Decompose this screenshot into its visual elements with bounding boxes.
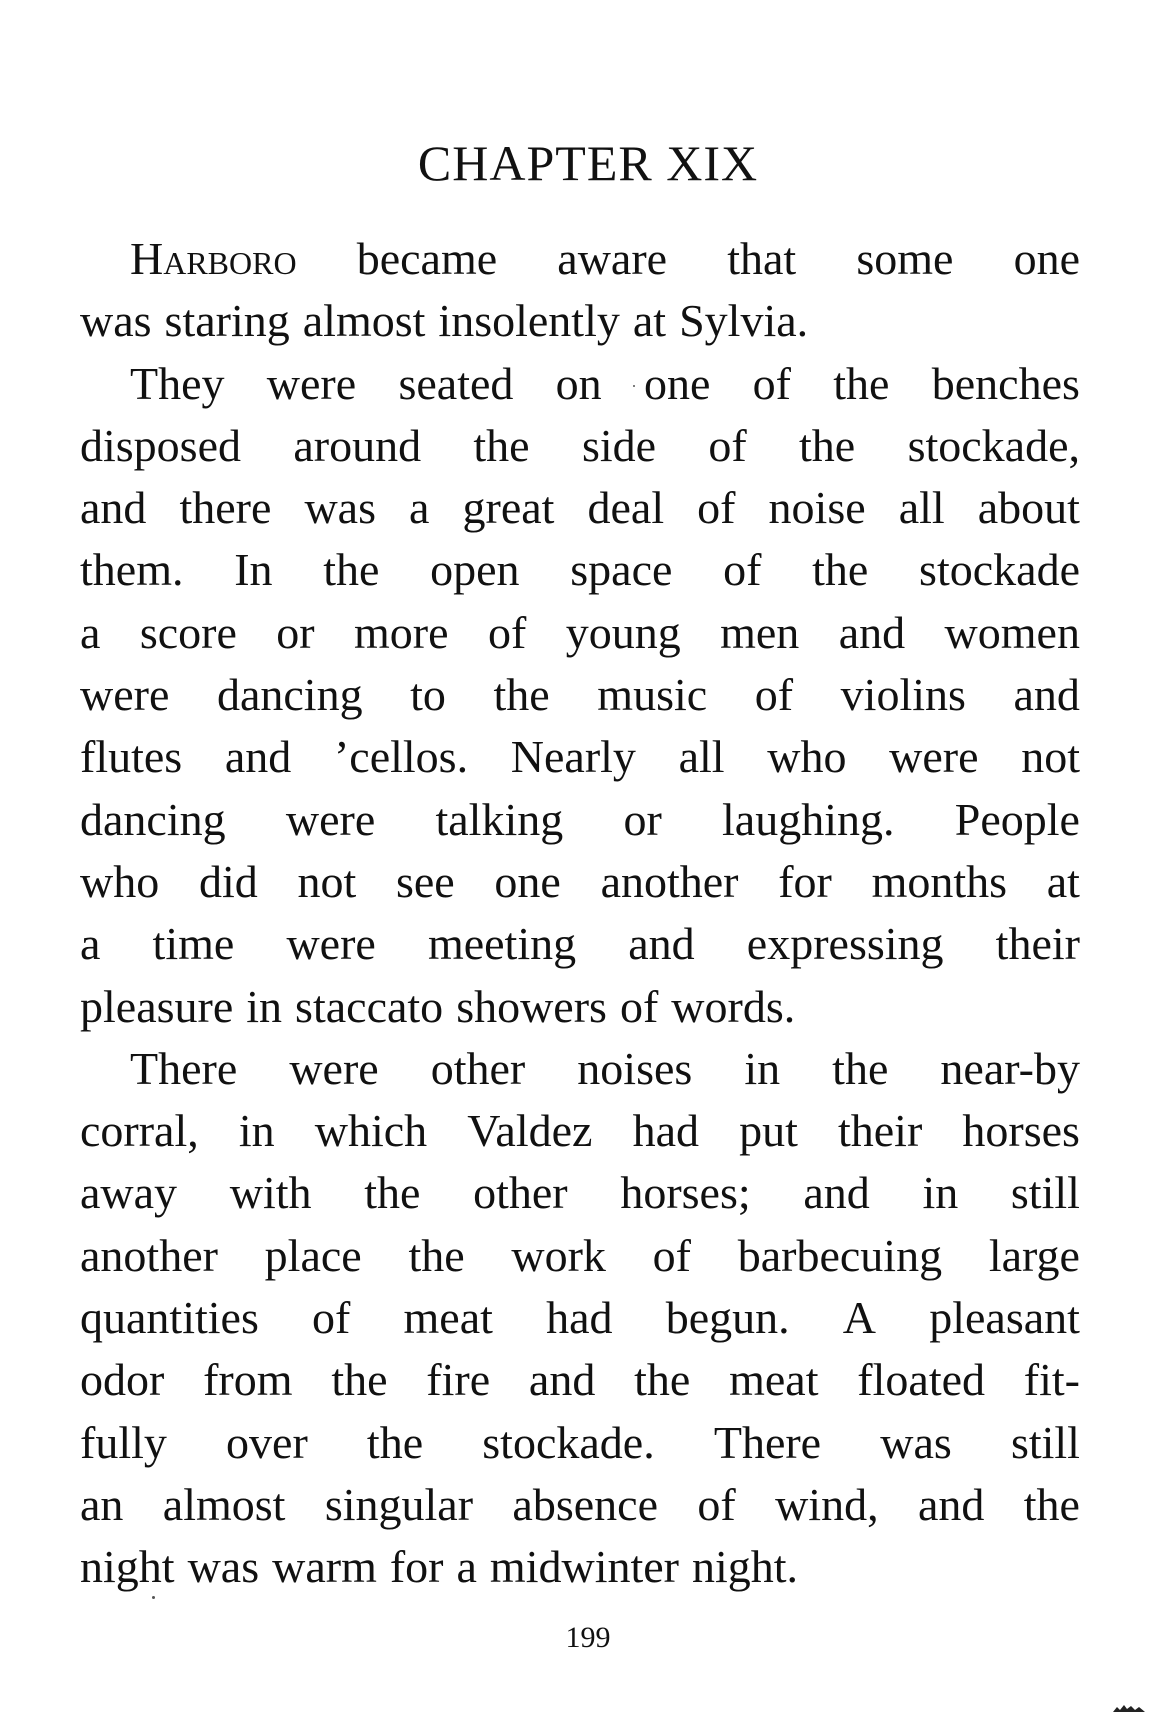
text-line: [80, 664, 1080, 726]
text-line: [80, 1287, 1080, 1349]
word: of: [652, 1229, 691, 1281]
text-line: [80, 1162, 1080, 1224]
word: all: [678, 731, 725, 783]
word: stockade,: [907, 419, 1080, 471]
word: one: [643, 357, 711, 409]
word: wind,: [775, 1478, 879, 1530]
word: and: [1013, 669, 1080, 721]
word: and: [224, 731, 292, 783]
word: staccato: [295, 980, 444, 1032]
text-line: [80, 1038, 1080, 1100]
word: of: [487, 606, 527, 658]
word: the: [799, 419, 856, 471]
word: or: [276, 606, 315, 658]
text-line: [80, 976, 1080, 1038]
word: There: [130, 1042, 238, 1094]
word: one: [1013, 233, 1080, 284]
word: meat: [729, 1354, 819, 1406]
word: dancing: [80, 793, 226, 845]
word: to: [410, 669, 446, 721]
word: who: [767, 731, 847, 783]
text-line: [80, 539, 1080, 601]
word: another: [80, 1229, 218, 1281]
word: insolently: [438, 295, 620, 347]
word: the: [473, 419, 530, 471]
word: women: [944, 606, 1080, 658]
text-line: [80, 353, 1080, 415]
word: of: [619, 980, 659, 1032]
word: put: [739, 1105, 798, 1157]
chapter-body: [80, 228, 1080, 1599]
word: and: [628, 918, 695, 970]
paper-speck: [152, 1596, 155, 1599]
word: who: [80, 855, 160, 907]
word: the: [364, 1167, 421, 1219]
word: some: [856, 233, 954, 284]
word: work: [511, 1229, 606, 1281]
word: They: [130, 357, 225, 409]
word: fit-: [1023, 1354, 1080, 1406]
word: Nearly: [510, 731, 636, 783]
word: of: [708, 419, 747, 471]
word: place: [264, 1229, 362, 1281]
word: was: [880, 1416, 952, 1468]
text-line: [80, 1349, 1080, 1411]
paragraph: [80, 1038, 1080, 1599]
word: horses: [962, 1105, 1080, 1157]
text-line: [80, 1536, 1080, 1598]
word: A: [842, 1292, 877, 1344]
word: on: [555, 357, 602, 409]
word: absence: [512, 1478, 658, 1530]
word: that: [727, 233, 797, 284]
paragraph: [80, 228, 1080, 353]
word: of: [752, 357, 791, 409]
word: meat: [403, 1292, 493, 1344]
word: more: [354, 606, 449, 658]
word: almost: [162, 1478, 286, 1530]
word: was: [187, 1541, 260, 1593]
word: about: [977, 482, 1080, 534]
word: were: [286, 918, 376, 970]
word: of: [697, 482, 736, 534]
word: of: [723, 544, 762, 596]
word: with: [229, 1167, 312, 1219]
word: over: [226, 1416, 308, 1468]
text-line: [80, 602, 1080, 664]
word: Valdez: [467, 1105, 593, 1157]
word: at: [1046, 855, 1080, 907]
word: and: [803, 1167, 870, 1219]
word: had: [546, 1292, 613, 1344]
word: which: [314, 1105, 428, 1157]
word: of: [697, 1478, 736, 1530]
word: in: [922, 1167, 959, 1219]
word: odor: [80, 1354, 165, 1406]
word: for: [389, 1541, 444, 1593]
word: words.: [671, 980, 796, 1032]
word: at: [632, 295, 667, 347]
word: still: [1010, 1167, 1080, 1219]
ink-smudge-icon: [1112, 1703, 1146, 1713]
word: singular: [324, 1478, 474, 1530]
word: were: [80, 669, 170, 721]
word: another: [600, 855, 739, 907]
word: the: [331, 1354, 388, 1406]
word: noises: [577, 1042, 693, 1094]
word: There: [713, 1416, 822, 1468]
word: horses;: [620, 1167, 751, 1219]
word: other: [430, 1042, 526, 1094]
text-line: [80, 726, 1080, 788]
word: from: [203, 1354, 293, 1406]
word: space: [570, 544, 673, 596]
word: begun.: [665, 1292, 790, 1344]
word: the: [1023, 1478, 1080, 1530]
word: were: [285, 793, 376, 845]
word: dancing: [216, 669, 363, 721]
word: a: [80, 918, 101, 970]
word: away: [80, 1167, 178, 1219]
word: them.: [80, 544, 184, 596]
word: and: [917, 1478, 985, 1530]
word: their: [837, 1105, 923, 1157]
word: for: [778, 855, 832, 907]
word: and: [80, 482, 147, 534]
word: other: [473, 1167, 568, 1219]
text-line: [80, 913, 1080, 975]
word: not: [1021, 731, 1080, 783]
word: the: [833, 357, 890, 409]
text-line: [80, 290, 1080, 352]
text-line: [80, 1474, 1080, 1536]
word: and: [528, 1354, 596, 1406]
paragraph: [80, 353, 1080, 1038]
word: the: [366, 1416, 424, 1468]
word: pleasant: [929, 1292, 1080, 1344]
word: time: [152, 918, 235, 970]
word: was: [80, 295, 152, 347]
word: were: [289, 1042, 379, 1094]
word: in: [246, 980, 283, 1032]
word: the: [323, 544, 380, 596]
word: In: [234, 544, 273, 596]
word: seated: [398, 357, 514, 409]
word: meeting: [427, 918, 577, 970]
word: of: [312, 1292, 351, 1344]
text-line: [80, 851, 1080, 913]
word: disposed: [80, 419, 241, 471]
word: floated: [857, 1354, 986, 1406]
word: of: [754, 669, 794, 721]
word: the: [812, 544, 869, 596]
word: or: [623, 793, 662, 845]
text-line: [80, 1412, 1080, 1474]
word: their: [995, 918, 1080, 970]
word: was: [304, 482, 376, 534]
word: score: [139, 606, 237, 658]
word: near-by: [940, 1042, 1080, 1094]
word: flutes: [80, 731, 183, 783]
word: young: [565, 606, 681, 658]
word: Harboro: [130, 233, 297, 284]
word: deal: [587, 482, 665, 534]
word: the: [832, 1042, 889, 1094]
word: in: [744, 1042, 781, 1094]
word: and: [838, 606, 906, 658]
word: stockade: [919, 544, 1080, 596]
word: were: [266, 357, 357, 409]
word: music: [597, 669, 708, 721]
word: aware: [557, 233, 668, 284]
word: showers: [456, 980, 607, 1032]
chapter-title: CHAPTER XIX: [417, 135, 759, 191]
text-line: [80, 1100, 1080, 1162]
word: violins: [840, 669, 966, 721]
word: one: [494, 855, 561, 907]
word: an: [80, 1478, 124, 1530]
word: quantities: [80, 1292, 259, 1344]
word: large: [988, 1229, 1080, 1281]
word: midwinter: [489, 1541, 679, 1593]
word: night.: [692, 1541, 799, 1593]
page-number: 199: [565, 1621, 611, 1654]
text-line: [80, 477, 1080, 539]
text-line: [80, 415, 1080, 477]
word: warm: [272, 1541, 377, 1593]
word: laughing.: [722, 793, 895, 845]
word: expressing: [746, 918, 944, 970]
word: staring: [164, 295, 290, 347]
word: around: [293, 419, 422, 471]
word: men: [720, 606, 800, 658]
word: corral,: [80, 1105, 199, 1157]
word: benches: [931, 357, 1080, 409]
paper-speck: [633, 385, 635, 387]
word: there: [179, 482, 272, 534]
word: ’cellos.: [333, 731, 469, 783]
text-line: [80, 789, 1080, 851]
word: a: [456, 1541, 477, 1593]
word: almost: [302, 295, 426, 347]
word: night: [80, 1541, 175, 1593]
word: see: [395, 855, 455, 907]
word: pleasure: [80, 980, 234, 1032]
word: were: [889, 731, 979, 783]
word: talking: [435, 793, 564, 845]
word: the: [408, 1229, 465, 1281]
word: had: [632, 1105, 699, 1157]
word: did: [198, 855, 258, 907]
word: a: [80, 606, 101, 658]
word: still: [1010, 1416, 1080, 1468]
word: barbecuing: [737, 1229, 943, 1281]
word: fire: [426, 1354, 491, 1406]
text-line: [80, 1225, 1080, 1287]
word: the: [493, 669, 550, 721]
word: noise: [768, 482, 866, 534]
word: Sylvia.: [679, 295, 809, 347]
word: months: [871, 855, 1008, 907]
word: all: [898, 482, 945, 534]
word: a: [409, 482, 430, 534]
text-line: [80, 228, 1080, 290]
word: not: [297, 855, 357, 907]
word: the: [634, 1354, 691, 1406]
word: side: [581, 419, 657, 471]
word: People: [954, 793, 1080, 845]
word: great: [462, 482, 555, 534]
word: became: [356, 233, 498, 284]
word: stockade.: [482, 1416, 655, 1468]
word: fully: [80, 1416, 167, 1468]
word: open: [430, 544, 520, 596]
word: in: [238, 1105, 275, 1157]
